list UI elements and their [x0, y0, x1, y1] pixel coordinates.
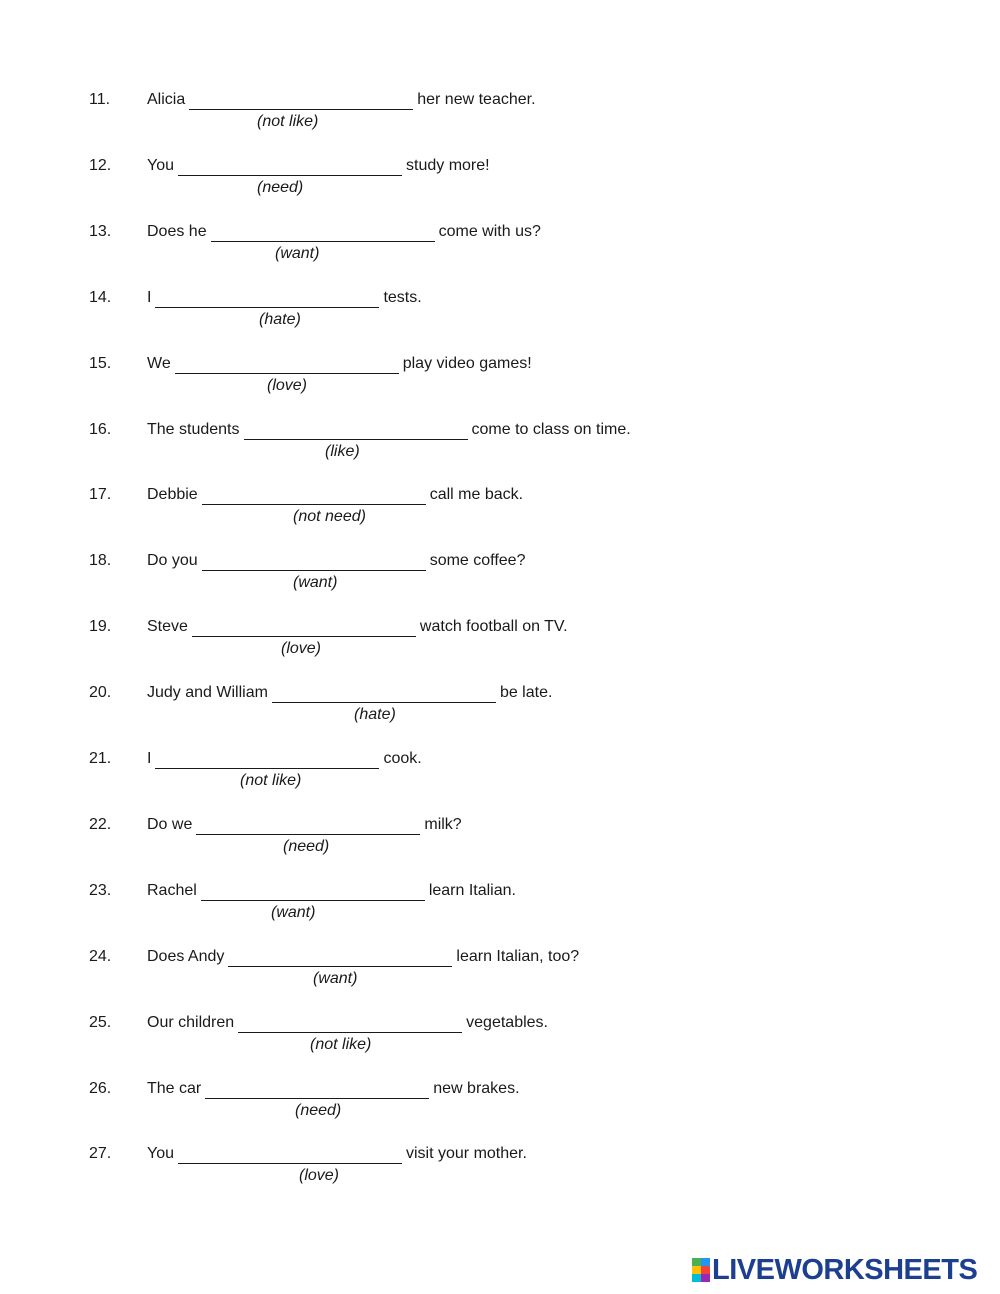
sentence-start: We: [147, 354, 171, 372]
exercise-item: [0, 288, 1000, 348]
sentence-end: vegetables.: [466, 1013, 548, 1031]
verb-hint: (need): [283, 837, 330, 855]
sentence-end: come with us?: [438, 222, 541, 240]
sentence-end: tests.: [383, 288, 422, 306]
item-sentence: [147, 354, 532, 374]
exercise-item: [0, 354, 1000, 414]
verb-hint: (want): [293, 574, 338, 592]
sentence-start: Do you: [147, 552, 198, 570]
sentence-end: visit your mother.: [406, 1145, 527, 1163]
item-number: 23.: [89, 881, 112, 899]
verb-hint: (not like): [257, 113, 319, 130]
exercise-item: [0, 156, 1000, 216]
item-sentence: [147, 815, 462, 835]
exercise-item: [0, 485, 1000, 545]
answer-blank[interactable]: [196, 815, 420, 835]
verb-hint: (not like): [240, 772, 302, 789]
sentence-end: cook.: [383, 750, 422, 767]
exercise-item: [0, 222, 1000, 282]
exercise-item: [0, 683, 1000, 743]
exercise-item: [0, 749, 1000, 809]
exercise-item: [0, 815, 1000, 875]
sentence-start: I: [147, 750, 152, 767]
sentence-end: learn Italian.: [428, 881, 516, 899]
verb-hint: (need): [295, 1101, 342, 1119]
exercise-item: [0, 1144, 1000, 1204]
answer-blank[interactable]: [211, 222, 435, 242]
verb-hint: (not need): [293, 508, 366, 526]
exercise-item: [0, 420, 1000, 480]
exercise-item: [0, 1079, 1000, 1139]
item-sentence: [147, 90, 536, 110]
item-number: 13.: [89, 222, 112, 240]
verb-hint: (not like): [310, 1035, 372, 1053]
answer-blank[interactable]: [201, 881, 425, 901]
sentence-start: The car: [147, 1079, 202, 1097]
logo-icon-square: [701, 1274, 710, 1282]
verb-hint: (want): [271, 903, 316, 921]
exercise-item: [0, 551, 1000, 611]
answer-blank[interactable]: [175, 354, 399, 374]
answer-blank[interactable]: [238, 1013, 462, 1033]
item-number: 22.: [89, 815, 112, 833]
liveworksheets-logo-icon: [692, 1258, 710, 1282]
item-number: 21.: [89, 750, 112, 767]
item-number: 19.: [89, 618, 112, 636]
sentence-end: study more!: [406, 156, 490, 174]
answer-blank[interactable]: [244, 420, 468, 440]
verb-hint: (love): [299, 1167, 340, 1185]
sentence-start: Alicia: [147, 91, 186, 108]
sentence-start: I: [147, 288, 152, 306]
verb-hint: (like): [325, 442, 360, 460]
item-number: 17.: [89, 486, 112, 504]
sentence-start: Rachel: [147, 881, 197, 899]
answer-blank[interactable]: [205, 1079, 429, 1099]
sentence-end: watch football on TV.: [419, 618, 568, 636]
sentence-start: Our children: [147, 1013, 235, 1031]
answer-blank[interactable]: [178, 1144, 402, 1164]
sentence-start: Judy and William: [147, 684, 268, 702]
exercise-item: [0, 90, 1000, 150]
sentence-end: play video games!: [402, 354, 532, 372]
answer-blank[interactable]: [178, 156, 402, 176]
item-sentence: [147, 551, 525, 571]
answer-blank[interactable]: [202, 551, 426, 571]
sentence-end: milk?: [424, 815, 462, 833]
item-sentence: [147, 485, 523, 505]
sentence-end: some coffee?: [429, 552, 526, 570]
item-sentence: [147, 156, 490, 176]
verb-hint: (hate): [259, 310, 301, 328]
item-sentence: [147, 749, 422, 769]
verb-hint: (love): [267, 376, 308, 394]
verb-hint: (want): [275, 244, 320, 262]
item-sentence: [147, 288, 422, 308]
item-sentence: [147, 881, 516, 901]
item-number: 25.: [89, 1013, 112, 1031]
sentence-start: Does he: [147, 222, 207, 240]
sentence-start: You: [147, 1145, 174, 1163]
liveworksheets-logo: [692, 1256, 977, 1284]
item-number: 11.: [89, 91, 111, 108]
answer-blank[interactable]: [192, 617, 416, 637]
exercise-item: [0, 617, 1000, 677]
sentence-end: new brakes.: [433, 1079, 520, 1097]
item-number: 24.: [89, 947, 112, 965]
logo-icon-square: [692, 1258, 701, 1266]
exercise-item: [0, 1013, 1000, 1073]
logo-icon-square: [692, 1274, 701, 1282]
sentence-start: You: [147, 156, 174, 174]
item-number: 15.: [89, 354, 112, 372]
item-number: 18.: [89, 552, 112, 570]
sentence-end: learn Italian, too?: [456, 947, 580, 965]
sentence-end: call me back.: [429, 486, 524, 504]
item-sentence: [147, 683, 552, 703]
item-sentence: [147, 1144, 527, 1164]
sentence-end: be late.: [499, 684, 553, 702]
answer-blank[interactable]: [228, 947, 452, 967]
answer-blank[interactable]: [155, 749, 379, 769]
logo-icon-square: [692, 1266, 701, 1274]
verb-hint: (hate): [354, 706, 396, 724]
answer-blank[interactable]: [272, 683, 496, 703]
logo-text: LIVEWORKSHEETS: [712, 1254, 978, 1286]
logo-icon-square: [701, 1266, 710, 1274]
verb-hint: (need): [257, 178, 304, 196]
sentence-start: Debbie: [147, 486, 198, 504]
exercise-item: [0, 881, 1000, 941]
item-number: 12.: [89, 156, 112, 174]
sentence-end: her new teacher.: [417, 91, 536, 108]
sentence-start: Do we: [147, 815, 193, 833]
answer-blank[interactable]: [155, 288, 379, 308]
logo-icon-square: [701, 1258, 710, 1266]
answer-blank[interactable]: [202, 485, 426, 505]
item-number: 26.: [89, 1079, 112, 1097]
item-sentence: [147, 222, 541, 242]
exercise-item: [0, 947, 1000, 1007]
item-sentence: [147, 1079, 520, 1099]
item-number: 20.: [89, 684, 112, 702]
item-sentence: [147, 617, 568, 637]
item-number: 27.: [89, 1145, 112, 1163]
item-sentence: [147, 947, 579, 967]
item-sentence: [147, 1013, 548, 1033]
sentence-start: Steve: [147, 618, 188, 636]
item-number: 14.: [89, 288, 112, 306]
verb-hint: (love): [281, 640, 322, 658]
sentence-end: come to class on time.: [471, 420, 631, 438]
item-number: 16.: [89, 420, 112, 438]
verb-hint: (want): [313, 969, 358, 987]
sentence-start: The students: [147, 420, 240, 438]
answer-blank[interactable]: [189, 90, 413, 110]
item-sentence: [147, 420, 631, 440]
sentence-start: Does Andy: [147, 947, 225, 965]
